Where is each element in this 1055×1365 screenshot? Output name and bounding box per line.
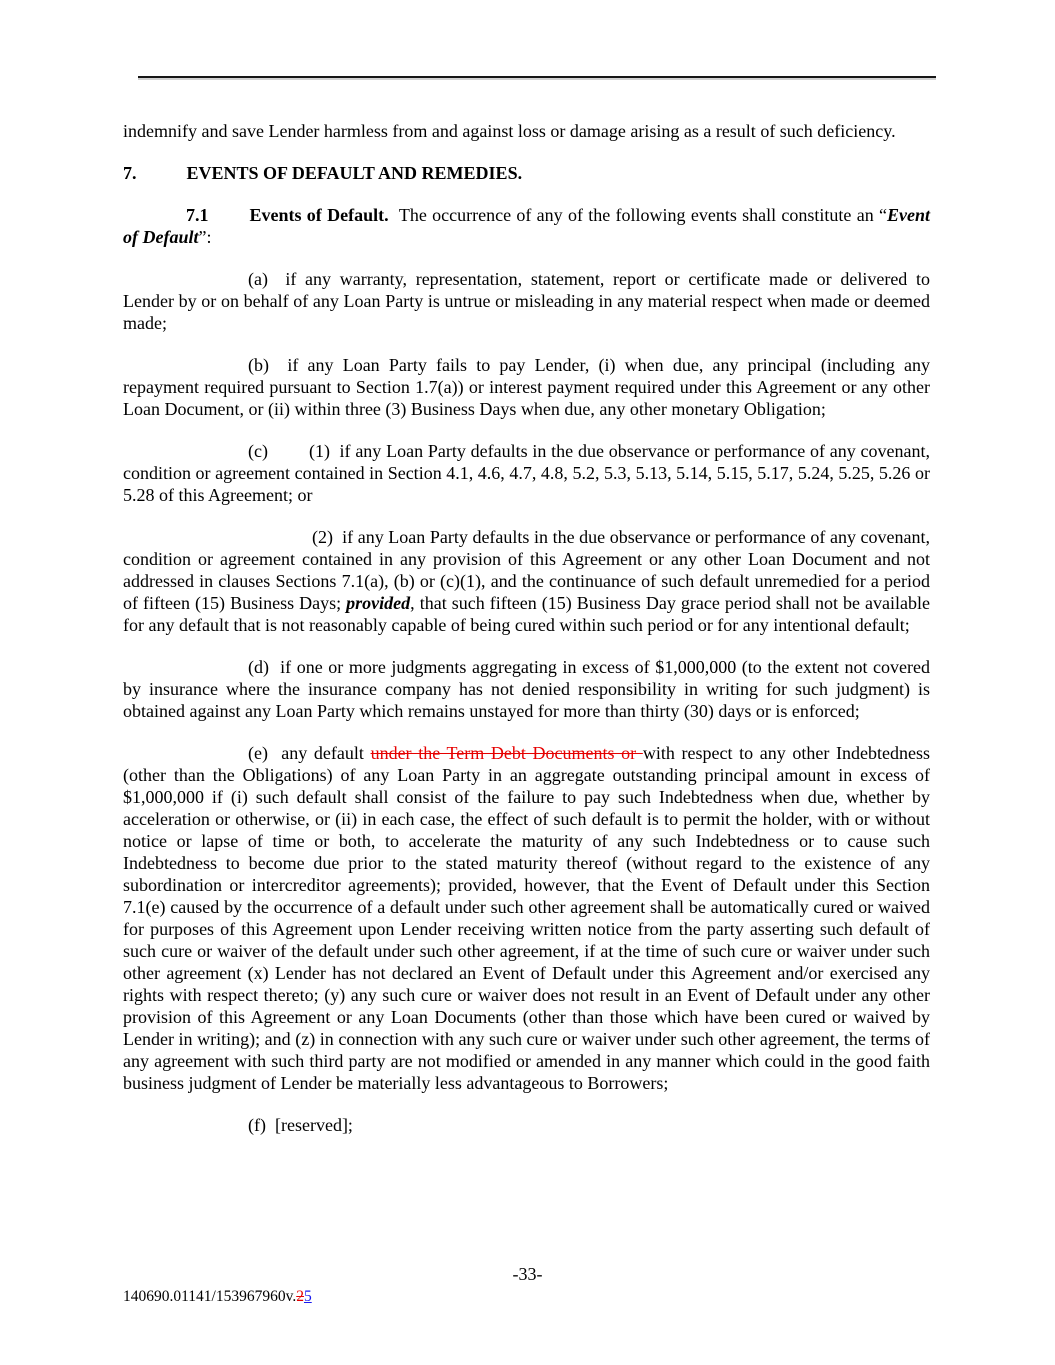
para-c-2 <box>123 526 930 636</box>
document-id-prefix: 140690.01141/153967960v. <box>123 1288 297 1305</box>
emphasized-text: Event of Default <box>123 205 930 247</box>
section-7-heading <box>123 162 930 184</box>
emphasized-text: provided <box>346 593 411 613</box>
text-run: (d) if one or more judgments aggregating in excess of $1,000,000 (to the extent not covered by insurance where the insurance company has not denied responsibility in writing for such judgment) is obtained against any Loan Party which remains unstayed for more than thirty (30) days or is enforced; <box>123 657 930 721</box>
document-id <box>123 1287 312 1306</box>
text-run: , that such fifteen (15) Business Day grace period shall not be available for any default that is not reasonably capable of being cured within such period or for any intentional default; <box>123 593 930 635</box>
text-run: (1) if any Loan Party defaults in the due observance or performance of any covenant, condition or agreement contained in Section 4.1, 4.6, 4.7, 4.8, 5.2, 5.3, 5.13, 5.14, 5.15, 5.17, 5.24, 5.25, 5.26 or 5.28 of this Agreement; or <box>123 441 930 505</box>
para-7-1 <box>123 204 930 248</box>
para-f <box>123 1114 930 1136</box>
para-d <box>123 656 930 722</box>
text-run: (2) if any Loan Party defaults in the due observance or performance of any covenant, condition or agreement contained in any provision of this Agreement or any other Loan Document and not addressed in clauses Sections 7.1(a), (b) or (c)(1), and the continuance of such default unremedied for a period of fifteen (15) Business Days; <box>123 527 930 613</box>
text-run: ”: <box>198 227 212 247</box>
document-id-deleted-text: 2 <box>296 1288 304 1305</box>
bold-text: 7.1 <box>186 205 209 225</box>
header-separator-line <box>138 76 936 78</box>
text-run: with respect to any other Indebtedness (other than the Obligations) of any Loan Party in an aggregate outstanding principal amount in excess of $1,000,000 if (i) such default shall consist of the failure to pay such Indebtedness when due, whether by acceleration or otherwise, or (ii) in each case, the effect of such default is to permit the holder, with or without notice or lapse of time or both, to accelerate the maturity of any such Indebtedness or to cause such Indebtedness to become due prior to the stated maturity thereof (without regard to the existence of any subordination or intercreditor agreements); provided, however, that the Event of Default under this Section 7.1(e) caused by the occurrence of a default under such other agreement shall be automatically cured or waived for purposes of this Agreement upon Lender receiving written notice from the party asserting such default of such cure or waiver of the default under such other agreement, if at the time of such cure or waiver under such other agreement (x) Lender has not declared an Event of Default under this Agreement and/or exercised any rights with respect thereto; (y) any such cure or waiver does not result in an Event of Default under any other provision of this Agreement or any Loan Documents (other than those which have been cured or waived by Lender in writing); and (z) in connection with any such cure or waiver under such other agreement, the terms of any agreement with such third party are not modified or amended in any manner which could in the good faith business judgment of Lender be materially less advantageous to Borrowers; <box>123 743 931 1093</box>
bold-text: 7. <box>123 163 137 183</box>
text-run: (b) if any Loan Party fails to pay Lender, (i) when due, any principal (including any repayment required pursuant to Section 1.7(a)) or interest payment required under this Agreement or any other Loan Document, or (ii) within three (3) Business Days when due, any other monetary Obligation; <box>123 355 930 419</box>
document-content <box>123 120 930 1136</box>
para-b <box>123 354 930 420</box>
page-number: -33- <box>512 1264 543 1284</box>
text-run: (c) <box>248 441 268 461</box>
para-c-1 <box>123 440 930 506</box>
text-run: (e) any default <box>248 743 371 763</box>
document-id-inserted-text: 5 <box>303 1288 312 1305</box>
para-a <box>123 268 930 334</box>
bold-text: Events of Default. <box>249 205 389 225</box>
text-run: (a) if any warranty, representation, statement, report or certificate made or delivered to Lender by or on behalf of any Loan Party is untrue or misleading in any material respect when made or deemed made; <box>123 269 930 333</box>
continuation-paragraph <box>123 120 930 142</box>
text-run: indemnify and save Lender harmless from and against loss or damage arising as a result of such deficiency. <box>123 121 896 141</box>
para-e <box>123 742 930 1094</box>
text-run: The occurrence of any of the following events shall constitute an “ <box>388 205 887 225</box>
bold-text: EVENTS OF DEFAULT AND REMEDIES. <box>186 163 523 183</box>
text-run: (f) [reserved]; <box>248 1115 353 1135</box>
deleted-text: under the Term Debt Documents or <box>370 743 643 763</box>
